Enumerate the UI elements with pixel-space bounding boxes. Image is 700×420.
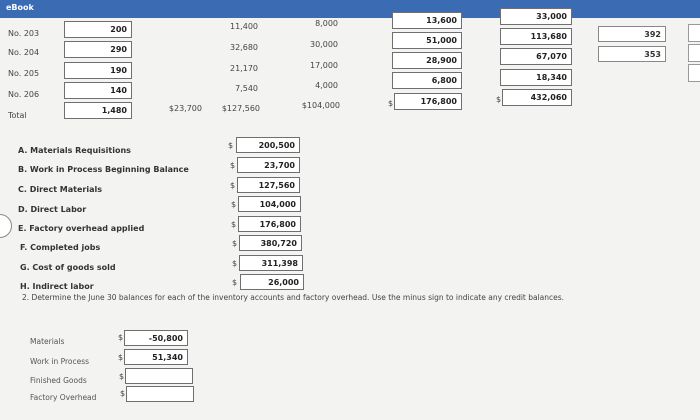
total-label: Total — [8, 111, 27, 120]
balance-factory-overhead-input[interactable] — [126, 386, 194, 402]
balance-label: Finished Goods — [30, 376, 87, 385]
question-answer-input[interactable]: 104,000 — [238, 196, 301, 212]
question-answer-input[interactable]: 176,800 — [238, 216, 301, 232]
clipped-input[interactable] — [688, 64, 700, 82]
dollar-sign: $ — [231, 200, 237, 209]
question-label: D. Direct Labor — [18, 205, 87, 214]
job-overhead-input[interactable]: 6,800 — [392, 72, 462, 89]
balance-wip-input[interactable]: 51,340 — [124, 349, 188, 365]
question-answer-input[interactable]: 127,560 — [237, 177, 300, 193]
total-units-input[interactable]: 1,480 — [64, 102, 132, 119]
question-label: G. Cost of goods sold — [20, 263, 116, 272]
question-answer-input[interactable]: 380,720 — [239, 235, 302, 251]
job-units-input[interactable]: 140 — [64, 82, 132, 99]
job-label: No. 203 — [8, 29, 40, 38]
question-answer-input[interactable]: 311,398 — [239, 255, 303, 271]
job-direct-materials: 7,540 — [235, 84, 258, 93]
dollar-sign: $ — [231, 220, 237, 229]
balance-materials-input[interactable]: -50,800 — [124, 330, 188, 346]
balance-label: Work in Process — [30, 357, 90, 366]
top-bar — [0, 0, 700, 18]
dollar-sign: $ — [232, 278, 238, 287]
dollar-sign: $ — [230, 181, 236, 190]
job-direct-labor: 4,000 — [315, 81, 338, 90]
job-direct-materials: 32,680 — [230, 43, 258, 52]
question-label: F. Completed jobs — [20, 243, 101, 252]
job-overhead-input[interactable]: 28,900 — [392, 52, 462, 69]
job-overhead-input[interactable]: 51,000 — [392, 32, 462, 49]
dollar-sign: $ — [120, 389, 126, 398]
job-units-input[interactable]: 190 — [64, 62, 132, 79]
question-label: E. Factory overhead applied — [18, 224, 145, 233]
dollar-sign: $ — [388, 99, 394, 108]
total-overhead-input[interactable]: 176,800 — [394, 93, 462, 110]
job-direct-labor: 8,000 — [315, 19, 338, 28]
instruction-text: 2. Determine the June 30 balances for each of the inventory accounts and factory overhead. Use the minus sign to indicate any credit balances. — [22, 293, 565, 302]
side-value-input[interactable]: 353 — [598, 46, 666, 62]
total-cost-input[interactable]: 432,060 — [502, 89, 572, 106]
job-label: No. 205 — [8, 69, 40, 78]
job-direct-labor: 17,000 — [310, 61, 338, 70]
dollar-sign: $ — [228, 141, 234, 150]
job-total-input[interactable]: 67,070 — [500, 48, 572, 65]
job-label: No. 204 — [8, 48, 40, 57]
job-overhead-input[interactable]: 13,600 — [392, 12, 462, 29]
job-direct-materials: 11,400 — [230, 22, 258, 31]
side-value-input[interactable]: 392 — [598, 26, 666, 42]
question-label: H. Indirect labor — [20, 282, 94, 291]
balance-finished-goods-input[interactable] — [125, 368, 193, 384]
job-direct-materials: 21,170 — [230, 64, 258, 73]
job-units-input[interactable]: 200 — [64, 21, 132, 38]
dollar-sign: $ — [230, 161, 236, 170]
left-nav-handle[interactable] — [0, 214, 12, 238]
job-direct-labor: 30,000 — [310, 40, 338, 49]
dollar-sign: $ — [496, 95, 502, 104]
dollar-sign: $ — [118, 353, 124, 362]
total-direct-materials: $127,560 — [221, 104, 260, 113]
total-direct-labor: $104,000 — [301, 101, 340, 110]
dollar-sign: $ — [118, 333, 124, 342]
question-answer-input[interactable]: 200,500 — [236, 137, 300, 153]
question-answer-input[interactable]: 23,700 — [237, 157, 300, 173]
balance-label: Materials — [30, 337, 65, 346]
question-label: C. Direct Materials — [18, 185, 102, 194]
job-units-input[interactable]: 290 — [64, 41, 132, 58]
job-total-input[interactable]: 113,680 — [500, 28, 572, 45]
clipped-input[interactable] — [688, 24, 700, 42]
job-total-input[interactable]: 18,340 — [500, 69, 572, 86]
question-label: A. Materials Requisitions — [18, 146, 131, 155]
clipped-input[interactable] — [688, 44, 700, 62]
dollar-sign: $ — [232, 259, 238, 268]
total-wip: $23,700 — [168, 104, 202, 113]
question-label: B. Work in Process Beginning Balance — [18, 165, 189, 174]
app-title: eBook — [6, 3, 34, 12]
job-total-input[interactable]: 33,000 — [500, 8, 572, 25]
dollar-sign: $ — [232, 239, 238, 248]
question-answer-input[interactable]: 26,000 — [240, 274, 304, 290]
job-label: No. 206 — [8, 90, 40, 99]
balance-label: Factory Overhead — [30, 393, 97, 402]
dollar-sign: $ — [119, 372, 125, 381]
